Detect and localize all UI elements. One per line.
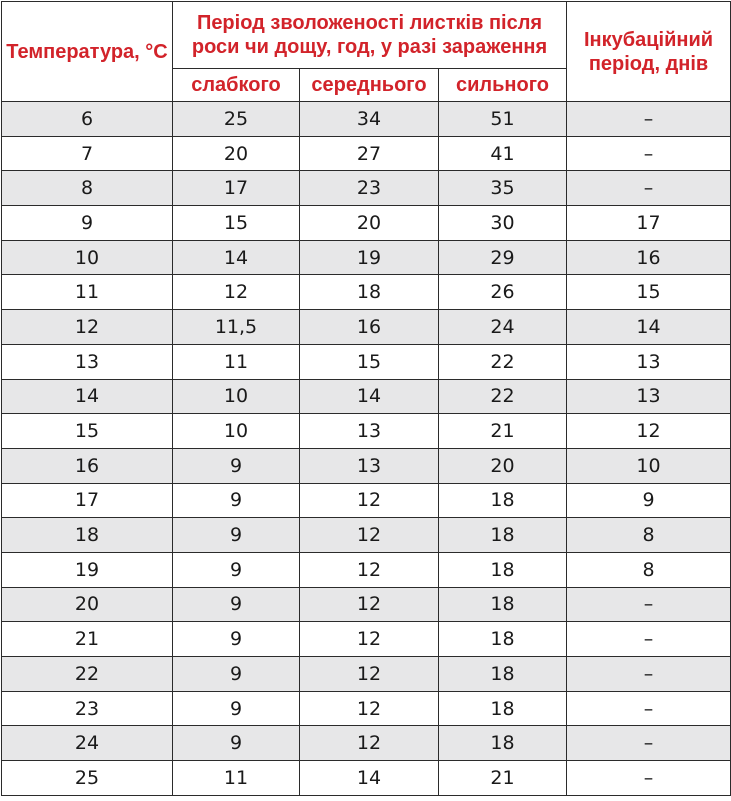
- cell-temperature: 9: [2, 206, 173, 241]
- cell-medium: 12: [300, 622, 439, 657]
- cell-medium: 12: [300, 552, 439, 587]
- cell-weak: 15: [173, 206, 300, 241]
- cell-temperature: 7: [2, 136, 173, 171]
- cell-weak: 9: [173, 691, 300, 726]
- cell-incubation: 13: [567, 344, 731, 379]
- cell-temperature: 15: [2, 414, 173, 449]
- cell-weak: 9: [173, 622, 300, 657]
- cell-medium: 23: [300, 171, 439, 206]
- header-temperature: Температура, °С: [2, 2, 173, 102]
- table-row: [2, 206, 731, 241]
- cell-strong: 18: [439, 691, 567, 726]
- cell-temperature: 24: [2, 726, 173, 761]
- cell-incubation: –: [567, 691, 731, 726]
- cell-strong: 21: [439, 761, 567, 796]
- cell-medium: 14: [300, 761, 439, 796]
- cell-temperature: 14: [2, 379, 173, 414]
- cell-incubation: 14: [567, 310, 731, 345]
- cell-medium: 12: [300, 587, 439, 622]
- cell-weak: 9: [173, 518, 300, 553]
- cell-strong: 18: [439, 622, 567, 657]
- cell-incubation: –: [567, 726, 731, 761]
- cell-medium: 20: [300, 206, 439, 241]
- cell-strong: 20: [439, 448, 567, 483]
- cell-incubation: –: [567, 761, 731, 796]
- cell-strong: 18: [439, 552, 567, 587]
- table-row: [2, 761, 731, 796]
- document-page: [0, 1, 731, 801]
- cell-weak: 9: [173, 448, 300, 483]
- cell-strong: 29: [439, 240, 567, 275]
- cell-weak: 11,5: [173, 310, 300, 345]
- cell-temperature: 11: [2, 275, 173, 310]
- cell-temperature: 8: [2, 171, 173, 206]
- cell-temperature: 21: [2, 622, 173, 657]
- cell-medium: 14: [300, 379, 439, 414]
- cell-strong: 35: [439, 171, 567, 206]
- table-body: [2, 102, 731, 796]
- cell-incubation: 8: [567, 552, 731, 587]
- cell-weak: 14: [173, 240, 300, 275]
- cell-incubation: –: [567, 622, 731, 657]
- cell-weak: 11: [173, 344, 300, 379]
- cell-incubation: –: [567, 657, 731, 692]
- cell-weak: 9: [173, 483, 300, 518]
- cell-weak: 20: [173, 136, 300, 171]
- cell-incubation: –: [567, 171, 731, 206]
- cell-weak: 9: [173, 587, 300, 622]
- cell-weak: 9: [173, 726, 300, 761]
- cell-weak: 9: [173, 552, 300, 587]
- cell-weak: 9: [173, 657, 300, 692]
- infection-table: [1, 1, 731, 796]
- cell-medium: 12: [300, 518, 439, 553]
- cell-temperature: 16: [2, 448, 173, 483]
- cell-strong: 24: [439, 310, 567, 345]
- cell-temperature: 25: [2, 761, 173, 796]
- header-weak: слабкого: [173, 69, 300, 102]
- table-header: [2, 2, 731, 102]
- cell-medium: 34: [300, 102, 439, 137]
- cell-incubation: –: [567, 587, 731, 622]
- table-row: [2, 622, 731, 657]
- cell-weak: 10: [173, 379, 300, 414]
- cell-medium: 13: [300, 414, 439, 449]
- table-row: [2, 587, 731, 622]
- table-row: [2, 483, 731, 518]
- cell-medium: 13: [300, 448, 439, 483]
- cell-temperature: 6: [2, 102, 173, 137]
- cell-strong: 18: [439, 483, 567, 518]
- cell-incubation: 16: [567, 240, 731, 275]
- cell-temperature: 18: [2, 518, 173, 553]
- cell-strong: 18: [439, 726, 567, 761]
- table-row: [2, 414, 731, 449]
- cell-strong: 18: [439, 657, 567, 692]
- header-strong: сильного: [439, 69, 567, 102]
- cell-medium: 12: [300, 657, 439, 692]
- cell-temperature: 22: [2, 657, 173, 692]
- cell-incubation: –: [567, 102, 731, 137]
- cell-medium: 27: [300, 136, 439, 171]
- header-incubation: Інкубаційний період, днів: [567, 2, 731, 102]
- cell-incubation: 9: [567, 483, 731, 518]
- cell-weak: 17: [173, 171, 300, 206]
- cell-incubation: 8: [567, 518, 731, 553]
- cell-strong: 18: [439, 518, 567, 553]
- cell-temperature: 13: [2, 344, 173, 379]
- cell-incubation: 15: [567, 275, 731, 310]
- cell-medium: 12: [300, 483, 439, 518]
- cell-incubation: 12: [567, 414, 731, 449]
- cell-strong: 26: [439, 275, 567, 310]
- table-row: [2, 240, 731, 275]
- table-row: [2, 310, 731, 345]
- cell-medium: 12: [300, 726, 439, 761]
- cell-incubation: –: [567, 136, 731, 171]
- cell-medium: 16: [300, 310, 439, 345]
- cell-strong: 21: [439, 414, 567, 449]
- table-row: [2, 379, 731, 414]
- cell-strong: 22: [439, 344, 567, 379]
- cell-weak: 11: [173, 761, 300, 796]
- table-row: [2, 275, 731, 310]
- cell-strong: 51: [439, 102, 567, 137]
- cell-temperature: 12: [2, 310, 173, 345]
- table-row: [2, 691, 731, 726]
- cell-medium: 15: [300, 344, 439, 379]
- table-row: [2, 344, 731, 379]
- cell-weak: 10: [173, 414, 300, 449]
- cell-incubation: 10: [567, 448, 731, 483]
- table-row: [2, 657, 731, 692]
- table-row: [2, 726, 731, 761]
- table-row: [2, 102, 731, 137]
- table-row: [2, 136, 731, 171]
- cell-strong: 41: [439, 136, 567, 171]
- cell-strong: 30: [439, 206, 567, 241]
- table-row: [2, 518, 731, 553]
- table-row: [2, 552, 731, 587]
- cell-medium: 18: [300, 275, 439, 310]
- header-wetness-period: Період зволоженості листків після роси чи дощу, год, у разі зараження: [173, 2, 567, 69]
- cell-weak: 25: [173, 102, 300, 137]
- cell-strong: 18: [439, 587, 567, 622]
- header-medium: середнього: [300, 69, 439, 102]
- cell-incubation: 13: [567, 379, 731, 414]
- table-row: [2, 448, 731, 483]
- cell-temperature: 23: [2, 691, 173, 726]
- cell-strong: 22: [439, 379, 567, 414]
- cell-temperature: 17: [2, 483, 173, 518]
- cell-temperature: 19: [2, 552, 173, 587]
- table-row: [2, 171, 731, 206]
- cell-temperature: 10: [2, 240, 173, 275]
- cell-weak: 12: [173, 275, 300, 310]
- cell-medium: 19: [300, 240, 439, 275]
- cell-temperature: 20: [2, 587, 173, 622]
- cell-medium: 12: [300, 691, 439, 726]
- cell-incubation: 17: [567, 206, 731, 241]
